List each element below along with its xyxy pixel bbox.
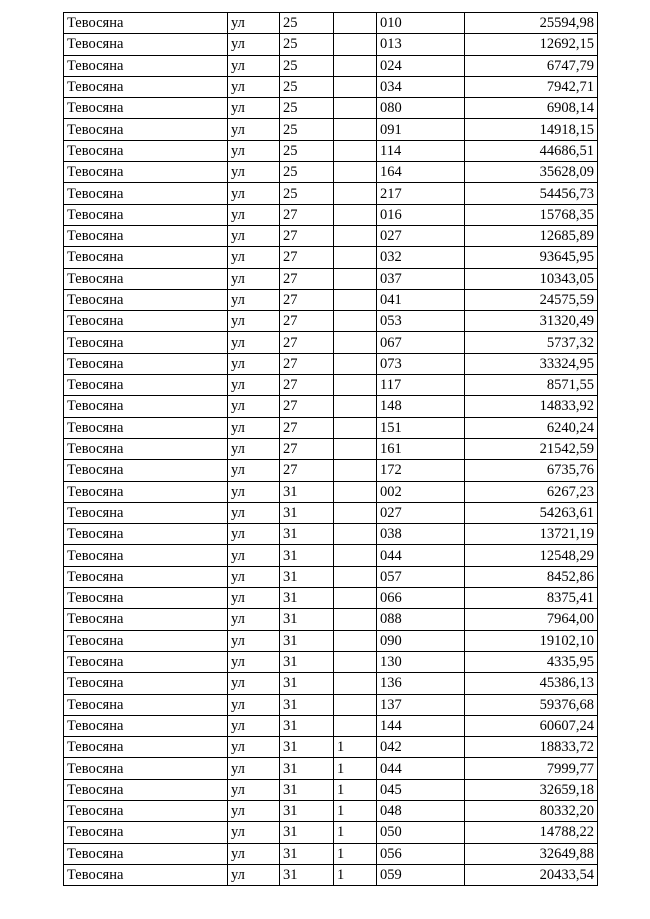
- street-cell: Тевосяна: [64, 673, 228, 694]
- street-type-cell: ул: [228, 651, 280, 672]
- building-cell: [334, 566, 377, 587]
- apartment-cell: 137: [377, 694, 465, 715]
- house-number-cell: 31: [280, 843, 334, 864]
- building-cell: [334, 162, 377, 183]
- amount-cell: 32649,88: [465, 843, 598, 864]
- street-type-cell: ул: [228, 417, 280, 438]
- house-number-cell: 25: [280, 55, 334, 76]
- street-type-cell: ул: [228, 55, 280, 76]
- amount-cell: 19102,10: [465, 630, 598, 651]
- street-type-cell: ул: [228, 609, 280, 630]
- house-number-cell: 31: [280, 673, 334, 694]
- table-row: [64, 311, 598, 332]
- house-number-cell: 31: [280, 651, 334, 672]
- street-type-cell: ул: [228, 268, 280, 289]
- apartment-cell: 164: [377, 162, 465, 183]
- debt-table-body: [64, 13, 598, 886]
- table-row: [64, 55, 598, 76]
- house-number-cell: 31: [280, 694, 334, 715]
- street-cell: Тевосяна: [64, 609, 228, 630]
- street-type-cell: ул: [228, 588, 280, 609]
- house-number-cell: 25: [280, 119, 334, 140]
- apartment-cell: 037: [377, 268, 465, 289]
- apartment-cell: 024: [377, 55, 465, 76]
- house-number-cell: 31: [280, 822, 334, 843]
- street-type-cell: ул: [228, 758, 280, 779]
- house-number-cell: 25: [280, 162, 334, 183]
- street-type-cell: ул: [228, 289, 280, 310]
- building-cell: [334, 524, 377, 545]
- apartment-cell: 044: [377, 545, 465, 566]
- street-cell: Тевосяна: [64, 289, 228, 310]
- table-row: [64, 779, 598, 800]
- house-number-cell: 27: [280, 311, 334, 332]
- amount-cell: 12685,89: [465, 225, 598, 246]
- building-cell: [334, 460, 377, 481]
- amount-cell: 5737,32: [465, 332, 598, 353]
- table-row: [64, 204, 598, 225]
- house-number-cell: 27: [280, 396, 334, 417]
- apartment-cell: 010: [377, 13, 465, 34]
- apartment-cell: 038: [377, 524, 465, 545]
- street-type-cell: ул: [228, 779, 280, 800]
- table-row: [64, 481, 598, 502]
- apartment-cell: 144: [377, 715, 465, 736]
- table-row: [64, 289, 598, 310]
- house-number-cell: 27: [280, 375, 334, 396]
- building-cell: 1: [334, 737, 377, 758]
- house-number-cell: 25: [280, 76, 334, 97]
- amount-cell: 24575,59: [465, 289, 598, 310]
- street-cell: Тевосяна: [64, 311, 228, 332]
- apartment-cell: 059: [377, 864, 465, 885]
- house-number-cell: 31: [280, 715, 334, 736]
- table-row: [64, 630, 598, 651]
- amount-cell: 14833,92: [465, 396, 598, 417]
- street-cell: Тевосяна: [64, 481, 228, 502]
- street-cell: Тевосяна: [64, 822, 228, 843]
- table-row: [64, 800, 598, 821]
- apartment-cell: 002: [377, 481, 465, 502]
- house-number-cell: 31: [280, 800, 334, 821]
- street-type-cell: ул: [228, 162, 280, 183]
- apartment-cell: 090: [377, 630, 465, 651]
- amount-cell: 44686,51: [465, 140, 598, 161]
- building-cell: 1: [334, 779, 377, 800]
- building-cell: [334, 289, 377, 310]
- building-cell: [334, 353, 377, 374]
- apartment-cell: 013: [377, 34, 465, 55]
- apartment-cell: 041: [377, 289, 465, 310]
- street-type-cell: ул: [228, 673, 280, 694]
- building-cell: [334, 204, 377, 225]
- building-cell: 1: [334, 758, 377, 779]
- street-type-cell: ул: [228, 76, 280, 97]
- street-type-cell: ул: [228, 864, 280, 885]
- apartment-cell: 016: [377, 204, 465, 225]
- amount-cell: 80332,20: [465, 800, 598, 821]
- street-type-cell: ул: [228, 694, 280, 715]
- apartment-cell: 080: [377, 98, 465, 119]
- house-number-cell: 31: [280, 779, 334, 800]
- amount-cell: 25594,98: [465, 13, 598, 34]
- street-type-cell: ул: [228, 119, 280, 140]
- house-number-cell: 31: [280, 609, 334, 630]
- street-type-cell: ул: [228, 822, 280, 843]
- building-cell: [334, 119, 377, 140]
- house-number-cell: 31: [280, 758, 334, 779]
- amount-cell: 7999,77: [465, 758, 598, 779]
- building-cell: [334, 545, 377, 566]
- table-row: [64, 651, 598, 672]
- amount-cell: 13721,19: [465, 524, 598, 545]
- house-number-cell: 27: [280, 353, 334, 374]
- street-type-cell: ул: [228, 183, 280, 204]
- table-row: [64, 332, 598, 353]
- street-cell: Тевосяна: [64, 13, 228, 34]
- building-cell: 1: [334, 822, 377, 843]
- street-type-cell: ул: [228, 311, 280, 332]
- table-row: [64, 438, 598, 459]
- table-row: [64, 162, 598, 183]
- house-number-cell: 31: [280, 630, 334, 651]
- amount-cell: 54456,73: [465, 183, 598, 204]
- street-cell: Тевосяна: [64, 204, 228, 225]
- house-number-cell: 31: [280, 524, 334, 545]
- house-number-cell: 27: [280, 460, 334, 481]
- table-row: [64, 822, 598, 843]
- table-row: [64, 694, 598, 715]
- house-number-cell: 25: [280, 98, 334, 119]
- table-row: [64, 545, 598, 566]
- apartment-cell: 056: [377, 843, 465, 864]
- building-cell: [334, 588, 377, 609]
- street-cell: Тевосяна: [64, 864, 228, 885]
- amount-cell: 60607,24: [465, 715, 598, 736]
- apartment-cell: 117: [377, 375, 465, 396]
- apartment-cell: 217: [377, 183, 465, 204]
- table-row: [64, 566, 598, 587]
- street-cell: Тевосяна: [64, 651, 228, 672]
- street-cell: Тевосяна: [64, 34, 228, 55]
- street-cell: Тевосяна: [64, 417, 228, 438]
- apartment-cell: 148: [377, 396, 465, 417]
- street-type-cell: ул: [228, 737, 280, 758]
- table-row: [64, 13, 598, 34]
- debt-table: [63, 12, 598, 886]
- street-cell: Тевосяна: [64, 247, 228, 268]
- street-cell: Тевосяна: [64, 162, 228, 183]
- house-number-cell: 27: [280, 332, 334, 353]
- table-row: [64, 417, 598, 438]
- table-row: [64, 98, 598, 119]
- amount-cell: 33324,95: [465, 353, 598, 374]
- street-cell: Тевосяна: [64, 396, 228, 417]
- building-cell: [334, 630, 377, 651]
- street-cell: Тевосяна: [64, 566, 228, 587]
- table-row: [64, 843, 598, 864]
- building-cell: [334, 268, 377, 289]
- apartment-cell: 151: [377, 417, 465, 438]
- street-cell: Тевосяна: [64, 524, 228, 545]
- table-row: [64, 225, 598, 246]
- house-number-cell: 31: [280, 737, 334, 758]
- street-type-cell: ул: [228, 225, 280, 246]
- table-row: [64, 524, 598, 545]
- amount-cell: 12548,29: [465, 545, 598, 566]
- building-cell: [334, 502, 377, 523]
- street-cell: Тевосяна: [64, 502, 228, 523]
- street-cell: Тевосяна: [64, 375, 228, 396]
- street-cell: Тевосяна: [64, 140, 228, 161]
- building-cell: [334, 438, 377, 459]
- house-number-cell: 31: [280, 864, 334, 885]
- street-type-cell: ул: [228, 247, 280, 268]
- building-cell: [334, 311, 377, 332]
- street-cell: Тевосяна: [64, 225, 228, 246]
- building-cell: [334, 694, 377, 715]
- building-cell: [334, 332, 377, 353]
- street-cell: Тевосяна: [64, 460, 228, 481]
- amount-cell: 7964,00: [465, 609, 598, 630]
- table-row: [64, 375, 598, 396]
- apartment-cell: 053: [377, 311, 465, 332]
- apartment-cell: 172: [377, 460, 465, 481]
- building-cell: [334, 673, 377, 694]
- amount-cell: 14788,22: [465, 822, 598, 843]
- table-row: [64, 864, 598, 885]
- street-cell: Тевосяна: [64, 183, 228, 204]
- building-cell: [334, 140, 377, 161]
- apartment-cell: 045: [377, 779, 465, 800]
- apartment-cell: 130: [377, 651, 465, 672]
- house-number-cell: 31: [280, 588, 334, 609]
- building-cell: [334, 481, 377, 502]
- apartment-cell: 027: [377, 502, 465, 523]
- building-cell: [334, 13, 377, 34]
- building-cell: [334, 375, 377, 396]
- street-type-cell: ул: [228, 375, 280, 396]
- amount-cell: 32659,18: [465, 779, 598, 800]
- amount-cell: 14918,15: [465, 119, 598, 140]
- house-number-cell: 31: [280, 566, 334, 587]
- street-type-cell: ул: [228, 396, 280, 417]
- amount-cell: 10343,05: [465, 268, 598, 289]
- table-row: [64, 502, 598, 523]
- amount-cell: 45386,13: [465, 673, 598, 694]
- amount-cell: 6747,79: [465, 55, 598, 76]
- house-number-cell: 27: [280, 225, 334, 246]
- street-type-cell: ул: [228, 524, 280, 545]
- apartment-cell: 066: [377, 588, 465, 609]
- table-row: [64, 140, 598, 161]
- street-type-cell: ул: [228, 438, 280, 459]
- house-number-cell: 25: [280, 140, 334, 161]
- street-type-cell: ул: [228, 715, 280, 736]
- building-cell: [334, 76, 377, 97]
- house-number-cell: 27: [280, 438, 334, 459]
- table-row: [64, 673, 598, 694]
- apartment-cell: 042: [377, 737, 465, 758]
- table-row: [64, 609, 598, 630]
- amount-cell: 6240,24: [465, 417, 598, 438]
- street-type-cell: ул: [228, 502, 280, 523]
- house-number-cell: 31: [280, 502, 334, 523]
- building-cell: [334, 98, 377, 119]
- table-row: [64, 588, 598, 609]
- house-number-cell: 27: [280, 247, 334, 268]
- apartment-cell: 067: [377, 332, 465, 353]
- amount-cell: 59376,68: [465, 694, 598, 715]
- street-cell: Тевосяна: [64, 119, 228, 140]
- table-row: [64, 737, 598, 758]
- building-cell: [334, 247, 377, 268]
- amount-cell: 21542,59: [465, 438, 598, 459]
- amount-cell: 31320,49: [465, 311, 598, 332]
- house-number-cell: 25: [280, 34, 334, 55]
- street-cell: Тевосяна: [64, 76, 228, 97]
- table-row: [64, 247, 598, 268]
- table-row: [64, 396, 598, 417]
- amount-cell: 6267,23: [465, 481, 598, 502]
- street-type-cell: ул: [228, 34, 280, 55]
- amount-cell: 6908,14: [465, 98, 598, 119]
- street-type-cell: ул: [228, 481, 280, 502]
- street-cell: Тевосяна: [64, 694, 228, 715]
- table-row: [64, 460, 598, 481]
- table-row: [64, 34, 598, 55]
- street-cell: Тевосяна: [64, 438, 228, 459]
- street-type-cell: ул: [228, 460, 280, 481]
- street-type-cell: ул: [228, 353, 280, 374]
- building-cell: 1: [334, 864, 377, 885]
- amount-cell: 15768,35: [465, 204, 598, 225]
- building-cell: [334, 183, 377, 204]
- apartment-cell: 114: [377, 140, 465, 161]
- street-type-cell: ул: [228, 13, 280, 34]
- street-cell: Тевосяна: [64, 55, 228, 76]
- street-cell: Тевосяна: [64, 98, 228, 119]
- table-row: [64, 715, 598, 736]
- apartment-cell: 161: [377, 438, 465, 459]
- street-cell: Тевосяна: [64, 758, 228, 779]
- table-row: [64, 353, 598, 374]
- street-type-cell: ул: [228, 566, 280, 587]
- street-cell: Тевосяна: [64, 843, 228, 864]
- street-type-cell: ул: [228, 800, 280, 821]
- building-cell: [334, 651, 377, 672]
- street-cell: Тевосяна: [64, 332, 228, 353]
- house-number-cell: 27: [280, 204, 334, 225]
- building-cell: [334, 396, 377, 417]
- apartment-cell: 027: [377, 225, 465, 246]
- table-row: [64, 268, 598, 289]
- apartment-cell: 044: [377, 758, 465, 779]
- amount-cell: 8452,86: [465, 566, 598, 587]
- building-cell: 1: [334, 800, 377, 821]
- street-cell: Тевосяна: [64, 353, 228, 374]
- building-cell: [334, 55, 377, 76]
- building-cell: [334, 417, 377, 438]
- street-type-cell: ул: [228, 140, 280, 161]
- amount-cell: 54263,61: [465, 502, 598, 523]
- apartment-cell: 088: [377, 609, 465, 630]
- house-number-cell: 27: [280, 289, 334, 310]
- amount-cell: 6735,76: [465, 460, 598, 481]
- street-cell: Тевосяна: [64, 779, 228, 800]
- street-cell: Тевосяна: [64, 737, 228, 758]
- amount-cell: 7942,71: [465, 76, 598, 97]
- house-number-cell: 27: [280, 268, 334, 289]
- amount-cell: 93645,95: [465, 247, 598, 268]
- house-number-cell: 25: [280, 183, 334, 204]
- amount-cell: 20433,54: [465, 864, 598, 885]
- building-cell: 1: [334, 843, 377, 864]
- street-cell: Тевосяна: [64, 588, 228, 609]
- amount-cell: 4335,95: [465, 651, 598, 672]
- table-row: [64, 119, 598, 140]
- street-cell: Тевосяна: [64, 630, 228, 651]
- apartment-cell: 048: [377, 800, 465, 821]
- table-row: [64, 76, 598, 97]
- house-number-cell: 31: [280, 481, 334, 502]
- street-type-cell: ул: [228, 545, 280, 566]
- apartment-cell: 136: [377, 673, 465, 694]
- building-cell: [334, 715, 377, 736]
- street-type-cell: ул: [228, 332, 280, 353]
- street-type-cell: ул: [228, 204, 280, 225]
- street-cell: Тевосяна: [64, 800, 228, 821]
- street-type-cell: ул: [228, 630, 280, 651]
- amount-cell: 12692,15: [465, 34, 598, 55]
- table-row: [64, 758, 598, 779]
- house-number-cell: 31: [280, 545, 334, 566]
- building-cell: [334, 34, 377, 55]
- building-cell: [334, 225, 377, 246]
- amount-cell: 35628,09: [465, 162, 598, 183]
- amount-cell: 8375,41: [465, 588, 598, 609]
- building-cell: [334, 609, 377, 630]
- street-type-cell: ул: [228, 98, 280, 119]
- apartment-cell: 073: [377, 353, 465, 374]
- street-type-cell: ул: [228, 843, 280, 864]
- apartment-cell: 050: [377, 822, 465, 843]
- house-number-cell: 27: [280, 417, 334, 438]
- apartment-cell: 032: [377, 247, 465, 268]
- street-cell: Тевосяна: [64, 268, 228, 289]
- apartment-cell: 091: [377, 119, 465, 140]
- street-cell: Тевосяна: [64, 715, 228, 736]
- amount-cell: 8571,55: [465, 375, 598, 396]
- debt-table-page: [63, 12, 598, 886]
- house-number-cell: 25: [280, 13, 334, 34]
- table-row: [64, 183, 598, 204]
- amount-cell: 18833,72: [465, 737, 598, 758]
- apartment-cell: 034: [377, 76, 465, 97]
- apartment-cell: 057: [377, 566, 465, 587]
- street-cell: Тевосяна: [64, 545, 228, 566]
